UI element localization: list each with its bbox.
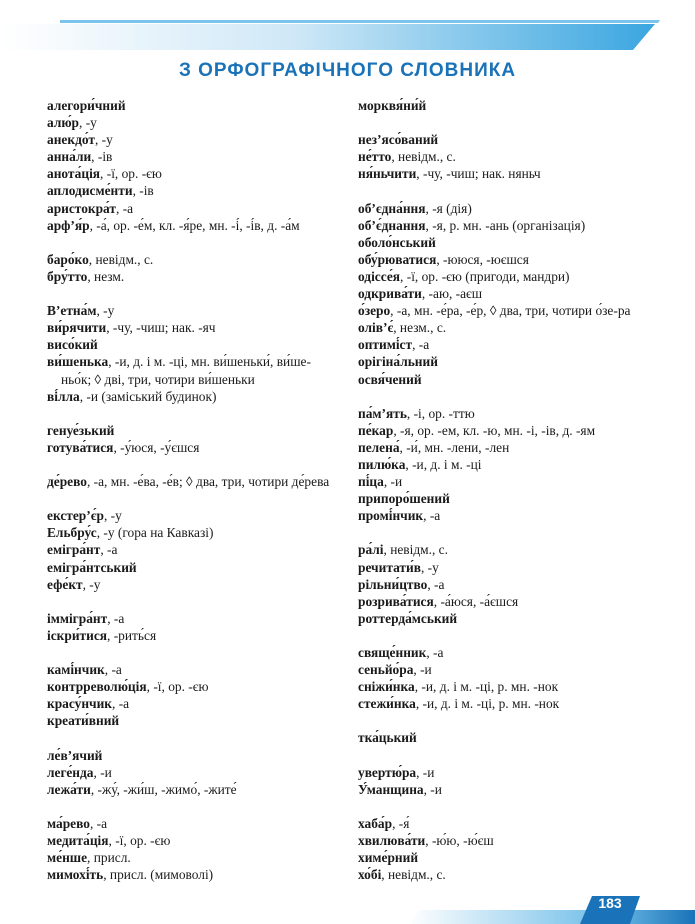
dictionary-entry [358,148,650,165]
dictionary-entry [47,217,339,234]
entry-spacer [47,729,339,746]
grammar-note: , -ів [91,149,113,165]
grammar-note: , -и [383,474,403,490]
dictionary-entry [358,866,650,883]
headword: химе́рний [358,850,419,866]
entry-spacer [47,285,339,302]
headword: ма́рево [47,815,90,831]
entry-spacer [47,644,339,661]
headword: орігіна́льний [358,354,438,370]
entry-spacer [358,798,650,815]
grammar-note: , -и, д. і м. -ці, мн. ви́шеньки́, ви́ше-ньо́к; ◊ дві, три, чотири ви́шеньки [61,354,311,387]
headword: баро́ко [47,251,89,267]
headword: арф’я́р [47,217,90,233]
headword: оптимі́ст [358,337,413,353]
headword: У́манщина [358,781,424,797]
headword: олів’є́ [358,320,394,336]
grammar-note: , -и [416,764,435,780]
dictionary-entry [358,490,650,507]
dictionary-entry [47,747,339,764]
dictionary-entry [358,439,650,456]
headword: алю́р [47,115,80,131]
dictionary-entry [358,678,650,695]
headword: о́зеро [358,303,391,319]
dictionary-entry [358,559,650,576]
dictionary-entry [358,405,650,422]
grammar-note: , невідм., с. [383,542,448,558]
dictionary-entry [358,217,650,234]
headword: хвилюва́ти [358,833,426,849]
dictionary-entry [47,422,339,439]
headword: Ельбру́с [47,525,97,541]
grammar-note: , -и [93,764,112,780]
dictionary-entry [47,268,339,285]
headword: ви́рячити [47,320,107,336]
grammar-note: , -я́ [392,815,410,831]
dictionary-entry [47,507,339,524]
headword: висо́кий [47,337,98,353]
dictionary-entry [47,165,339,182]
dictionary-entry [358,371,650,388]
dictionary-entry [358,541,650,558]
grammar-note: , -а [426,645,444,660]
dictionary-entry [358,165,650,182]
dictionary-entry [47,97,339,114]
grammar-note: , -ів [132,183,154,199]
dictionary-entry [47,182,339,199]
grammar-note: , -чу, -чиш; нак. няньч [416,166,541,182]
grammar-note: , -ююся, -юєшся [436,251,529,267]
entry-spacer [47,456,339,473]
grammar-note: , -а, мн. -е́ва, -е́в; ◊ два, три, чотири де́рева [86,474,330,490]
grammar-note: , присл. (мимоволі) [103,867,214,883]
headword: промі́нчик [358,508,424,524]
dictionary-entry [47,849,339,866]
dictionary-entry [47,832,339,849]
headword: де́рево [47,474,87,490]
headword: медита́ція [47,833,109,849]
dictionary-entry [358,507,650,524]
grammar-note: , незм., с. [393,320,447,336]
headword: оболо́нський [358,234,436,250]
dictionary-entry [358,695,650,712]
grammar-note: , -а [427,576,445,592]
dictionary-entry [358,285,650,302]
grammar-note: , -ї, ор. -єю (пригоди, мандри) [400,268,570,284]
dictionary-entry [358,764,650,781]
headword: леге́нда [47,764,94,780]
dictionary-entry [358,422,650,439]
grammar-note: , -и́, мн. -лени, -лен [399,439,510,455]
entry-spacer [358,712,650,729]
grammar-note: , -а [107,610,125,626]
headword: стежи́нка [358,696,416,712]
dictionary-entry [358,456,650,473]
headword: ефе́кт [47,576,83,592]
grammar-note: , -у [82,576,101,592]
headword: красу́нчик [47,696,113,712]
dictionary-entry [47,815,339,832]
headword: емігра́нт [47,542,101,558]
grammar-note: , -а [116,200,134,216]
dictionary-entry [47,336,339,353]
headword: камі́нчик [47,662,105,678]
grammar-note: , -жу́, -жи́ш, -жимо́, -жите́ [90,781,237,797]
dictionary-entry [358,353,650,370]
dictionary-entry [358,473,650,490]
dictionary-entry [47,473,339,490]
headword: хо́бі [358,867,382,883]
headword: речитати́в [358,559,421,575]
headword: іскри́тися [47,627,108,643]
headword: па́м’ять [358,405,407,421]
headword: пелена́ [358,439,400,455]
headword: аплодисме́нти [47,183,133,199]
entry-spacer [47,798,339,815]
grammar-note: , -а [100,542,118,558]
headword: сеньйо́ра [358,662,414,678]
headword: обу́рюватися [358,251,437,267]
dictionary-entry [358,661,650,678]
dictionary-entry [47,114,339,131]
headword: ві́лла [47,388,80,404]
grammar-note: , -у [94,132,113,148]
dictionary-entry [358,200,650,217]
headword: сніжи́нка [358,679,415,695]
headword: роттерда́мський [358,610,458,626]
entry-spacer [358,627,650,644]
entry-spacer [47,490,339,507]
grammar-note: , -у [420,559,439,575]
dictionary-entry [358,815,650,832]
headword: В’етна́м [47,303,97,319]
dictionary-entry [358,268,650,285]
headword: ле́в’ячий [47,747,103,763]
headword: екстер’є́р [47,508,104,524]
headword: тка́цький [358,730,417,746]
dictionary-entry [358,729,650,746]
headword: розрива́тися [358,593,434,609]
dictionary-entry [47,678,339,695]
dictionary-entry [47,302,339,319]
grammar-note: , -и [413,662,432,678]
dictionary-entry [358,610,650,627]
dictionary-entry [358,97,650,114]
headword: об’єдна́ння [358,200,426,216]
dictionary-entry [47,200,339,217]
entry-spacer [358,114,650,131]
dictionary-entry [358,131,650,148]
grammar-note: , -ї, ор. -єю [108,833,171,849]
headword: пі́ца [358,474,384,490]
dictionary-entry [47,627,339,644]
grammar-note: , -а [412,337,430,353]
grammar-note: , -у [79,115,97,131]
right-column [358,97,650,883]
dictionary-entry [47,866,339,883]
dictionary-entry [358,302,650,319]
grammar-note: , -у [103,508,122,524]
grammar-note: , -ї, ор. -єю [146,679,209,695]
dictionary-entry [47,439,339,456]
headword: пе́кар [358,422,394,438]
grammar-note: , -и (заміський будинок) [79,388,217,404]
grammar-note: , -чу, -чиш; нак. -яч [106,320,216,336]
entry-spacer [358,388,650,405]
dictionary-entry [358,234,650,251]
grammar-note: , присл. [87,850,131,866]
dictionary-entry [358,781,650,798]
grammar-note: , -у [96,303,115,319]
headword: лежа́ти [47,781,91,797]
grammar-note: , -а [89,815,108,831]
grammar-note: , -ї, ор. -єю [100,166,162,182]
dictionary-entry [358,849,650,866]
dictionary-entry [47,695,339,712]
grammar-note: , -рить́ся [107,627,157,643]
grammar-note: , -и, д. і м. -ці, р. мн. -нок [415,696,560,712]
headword: ня́ньчити [358,166,417,182]
dictionary-entry [358,576,650,593]
headword: анна́ли [47,149,92,165]
grammar-note: , -и, д. і м. -ці [405,456,482,472]
grammar-note: , -я (дія) [425,200,472,216]
dictionary-entry [358,336,650,353]
dictionary-entry [47,661,339,678]
headword: одіссе́я [358,268,401,284]
top-banner [0,0,695,50]
grammar-note: , -я, р. мн. -ань (організація) [425,217,586,233]
grammar-note: , -у́юся, -у́єшся [113,439,200,455]
grammar-note: , -а [104,662,122,678]
headword: рільни́цтво [358,576,428,592]
dictionary-entry [47,388,339,405]
headword: готува́тися [47,439,114,455]
headword: контрреволю́ція [47,679,147,695]
dictionary-entry [47,576,339,593]
grammar-note: , -и, д. і м. -ці, р. мн. -нок [414,679,559,695]
grammar-note: , -и [423,781,442,797]
dictionary-entry [47,712,339,729]
grammar-note: , -а, мн. -е́ра, -е́р, ◊ два, три, чотири о́зе-ра [390,303,631,319]
dictionary-entry [47,319,339,336]
headword: ви́шенька [47,354,109,370]
headword: аристокра́т [47,200,116,216]
grammar-note: , невідм., с. [88,251,154,267]
entry-spacer [47,234,339,251]
left-column [47,97,339,883]
grammar-note: , -і, ор. -ттю [406,405,475,421]
dictionary-entry [47,610,339,627]
headword: пилю́ка [358,456,406,472]
grammar-note: , -аю, -аєш [421,286,483,302]
grammar-note: , незм. [87,268,125,284]
headword: креати́вний [47,713,120,729]
grammar-note: , -а [112,696,130,712]
dictionary-entry [358,319,650,336]
dictionary-entry [47,781,339,798]
headword: увертю́ра [358,764,417,780]
grammar-note: , невідм., с. [391,149,456,165]
dictionary-entry [47,764,339,781]
dictionary-entry [358,251,650,268]
grammar-note: , -а́, ор. -е́м, кл. -я́ре, мн. -і́, -і́в, д. -а́м [89,217,300,233]
headword: генуе́зький [47,422,115,438]
headword: освя́чений [358,371,422,387]
grammar-note: , -а́юся, -а́єшся [433,593,519,609]
grammar-note: , -я, ор. -ем, кл. -ю, мн. -і, -ів, д. -ям [393,422,596,438]
headword: хаба́р [358,815,393,831]
headword: бру́тто [47,268,88,284]
grammar-note: , -а [423,508,441,524]
headword: емігра́нтський [47,559,137,575]
headword: припоро́шений [358,491,450,507]
entry-spacer [358,524,650,541]
entry-spacer [47,405,339,422]
grammar-note: , невідм., с. [381,867,446,883]
dictionary-entry [47,353,339,387]
page-title: З ОРФОГРАФІЧНОГО СЛОВНИКА [178,60,517,81]
headword: ме́нше [47,850,88,866]
headword: об’є́днання [358,217,426,233]
dictionary-entry [358,644,650,661]
headword: не́тто [358,149,392,165]
entry-spacer [358,182,650,199]
headword: анекдо́т [47,132,95,148]
headword: іммігра́нт [47,610,108,626]
dictionary-entry [47,131,339,148]
headword: нез’ясо́ваний [358,132,439,148]
grammar-note: , -у (гора на Кавказі) [96,525,214,541]
headword: одкрива́ти [358,286,422,302]
grammar-note: , -ю́ю, -ю́єш [425,833,494,849]
headword: алегори́чний [47,98,126,113]
dictionary-entry [47,541,339,558]
dictionary-entry [358,593,650,610]
dictionary-entry [47,251,339,268]
headword: ра́лі [358,542,384,558]
entry-spacer [358,747,650,764]
headword: свяще́нник [358,645,427,660]
dictionary-entry [47,559,339,576]
entry-spacer [47,593,339,610]
headword: морквя́ни́й [358,98,427,113]
dictionary-entry [47,524,339,541]
headword: анота́ція [47,166,101,182]
dictionary-entry [47,148,339,165]
headword: мимохі́ть [47,867,104,883]
page-number: 183 [598,895,622,911]
dictionary-entry [358,832,650,849]
